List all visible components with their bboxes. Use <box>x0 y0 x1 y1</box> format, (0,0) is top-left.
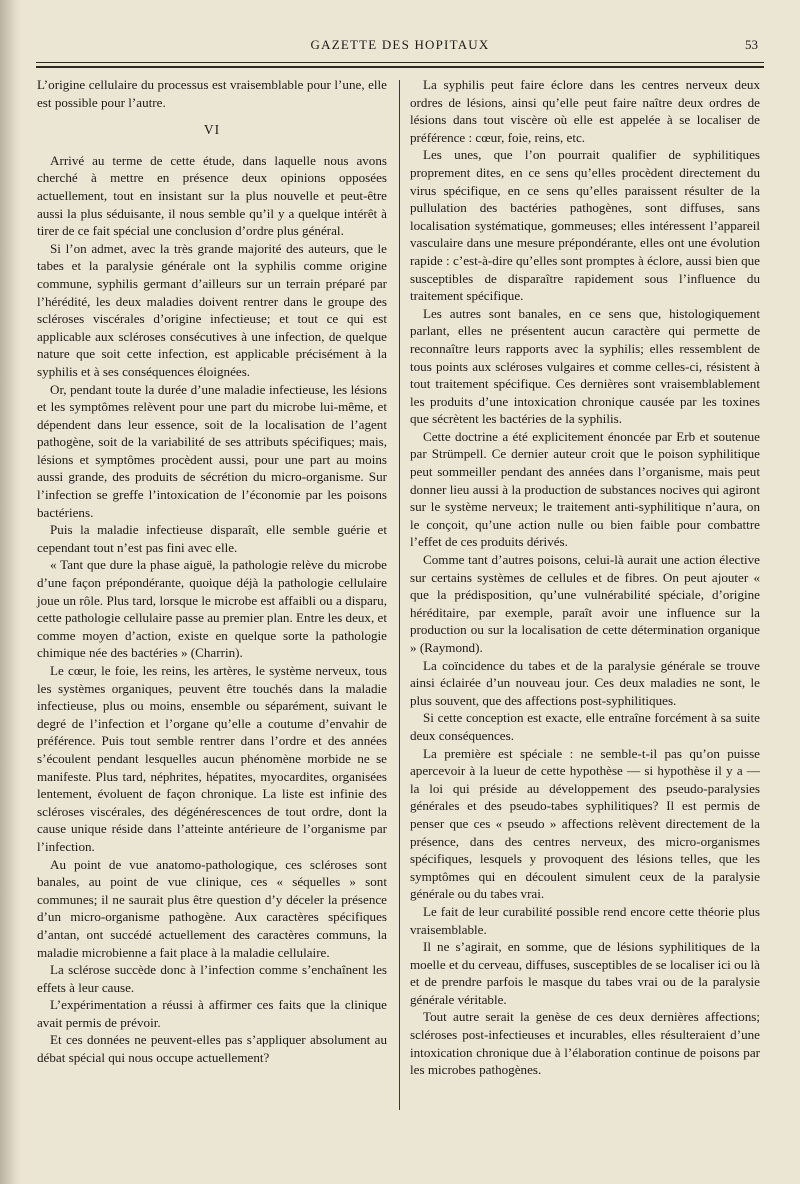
paragraph: Et ces données ne peuvent-elles pas s’appliquer absolument au débat spécial qui nous occupe actuellement? <box>37 1032 387 1066</box>
paragraph: « Tant que dure la phase aiguë, la pathologie relève du microbe d’une façon prépondérante, quoique déjà la pathologie cellulaire joue un rôle. Plus tard, lorsque le microbe est affaibli ou a disparu, cette pathologie cellulaire passe au premier plan. Entre les deux, et comme moyen d’action, existe en quelque sorte la pathologie chimique née des bactéries » (Charrin). <box>37 557 387 661</box>
paragraph: Si cette conception est exacte, elle entraîne forcément à sa suite deux conséquences. <box>410 710 760 743</box>
paragraph: Les unes, que l’on pourrait qualifier de syphilitiques proprement dites, en ce sens qu’elles procèdent directement du virus spécifique, en ce sens qu’elles paraissent résulter de la pullulation des bactéries pathogènes, sont diffuses, sans localisation systématique, gommeuses; elles intéressent l’appareil vasculaire dans une mesure prépondérante, elles ont une évolution rapide : c’est-à-dire qu’elles sont promptes à éclore, aussi bien que susceptibles de disparaître rapidement sous l’influence du traitement spécifique. <box>410 147 760 304</box>
paragraph: Le cœur, le foie, les reins, les artères, le système nerveux, tous les systèmes organiques, peuvent être touchés dans la maladie infectieuse, plus ou moins, ensemble ou séparément, suivant le degré de l’infection et l’organe qu’elle a coutume d’envahir de préférence. Puis tout semble rentrer dans l’ordre et des années s’écoulent pendant lesquelles aucun phénomène morbide ne se manifeste. Plus tard, néphrites, hépatites, myocardites, organisées lentement, évoluent de façon chronique. La liste est infinie des scléroses viscérales, des dégénérescences de tout ordre, dont la cause unique réside dans l’atteinte antérieure de l’organisme par l’infection. <box>37 663 387 854</box>
section-heading: VI <box>203 122 221 138</box>
paragraph: Au point de vue anatomo-pathologique, ces scléroses sont banales, au point de vue clinique, ces « séquelles » sont communes; il ne saurait plus être question d’y déceler la présence d’un micro-organisme pathogène. Aux caractères spécifiques d’antan, ont succédé actuellement des caractères communs, la maladie microbienne a fait place à la maladie cellulaire. <box>37 856 387 960</box>
right-column <box>410 76 760 1079</box>
intro-paragraph: L’origine cellulaire du processus est vraisemblable pour l’une, elle est possible pour l’autre. <box>37 77 387 110</box>
paragraph: La sclérose succède donc à l’infection comme s’enchaînent les effets à leur cause. <box>37 962 387 995</box>
paragraph: Comme tant d’autres poisons, celui-là aurait une action élective sur certains systèmes de cellules et de fibres. On peut ajouter « que la prédisposition, qu’une vulnérabilité spéciale, d’origine héréditaire, par exemple, paraît avoir une influence sur la production ou sur la localisation de cette détermination organique » (Raymond). <box>410 552 760 655</box>
header-rule-thin <box>36 62 764 63</box>
paragraph: Arrivé au terme de cette étude, dans laquelle nous avons cherché à mettre en présence deux opinions opposées actuellement, tout en insistant sur la plus nouvelle et peut-être aussi la plus séduisante, il nous semble qu’il y a quelque intérêt à tirer de ce fait spécial une conclusion d’ordre plus général. <box>37 152 387 239</box>
paragraph: Si l’on admet, avec la très grande majorité des auteurs, que le tabes et la paralysie générale ont la syphilis comme origine commune, syphilis germant d’ailleurs sur un terrain préparé par l’hérédité, les deux maladies doivent rentrer dans le groupe des scléroses viscérales d’origine infectieuse; et tout ce qui est applicable aux scléroses consécutives à une infection, de quelque nature que soit cette infection, est applicable précisément à la syphilis et à ses conséquences éloignées. <box>37 240 387 379</box>
paragraph: Il ne s’agirait, en somme, que de lésions syphilitiques de la moelle et du cerveau, diffuses, susceptibles de se localiser ici ou là et de prendre parfois le masque du tabes vrai ou de la paralysie générale véritable. <box>410 939 760 1007</box>
paragraph: Tout autre serait la genèse de ces deux dernières affections; scléroses post-infectieuses et incurables, elles résulteraient d’une intoxication chronique due à l’élaboration continue de poisons par les microbes pathogènes. <box>410 1009 760 1078</box>
paragraph: Cette doctrine a été explicitement énoncée par Erb et soutenue par Strümpell. Ce dernier auteur croit que le poison syphilitique peut sommeiller pendant des années dans l’organisme, mais peut donner lieu aussi à la production de substances nocives qui agiront sur le système nerveux; le traitement anti-syphilitique n’aura, on le conçoit, qu’une action nulle ou bien faible pour combattre l’effet de ces produits dérivés. <box>410 428 760 550</box>
running-title: GAZETTE DES HOPITAUX <box>310 37 490 52</box>
paragraph: Le fait de leur curabilité possible rend encore cette théorie plus vraisemblable. <box>410 903 760 937</box>
paragraph: La première est spéciale : ne semble-t-il pas qu’on puisse apercevoir à la lueur de cette hypothèse — si hypothèse il y a — la loi qui préside au développement des pseudo-paralysies générales et des pseudo-tabes syphilitiques? Il est permis de penser que ces « pseudo » affections relèvent directement de la présence, dans des centres nerveux, des micro-organismes spécifiques, lesquels y provoquent des lésions telles, que les symptômes qui en découlent simulent ceux de la paralysie générale ou du tabes vrai. <box>410 745 760 902</box>
left-column <box>37 76 387 1067</box>
paragraph: Puis la maladie infectieuse disparaît, elle semble guérie et cependant tout n’est pas fini avec elle. <box>37 522 387 555</box>
column-divider <box>399 80 400 1110</box>
page-header <box>30 37 770 57</box>
paragraph: L’expérimentation a réussi à affirmer ces faits que la clinique avait permis de prévoir. <box>37 997 387 1030</box>
binding-shadow <box>0 0 22 1184</box>
page-number: 53 <box>745 37 758 52</box>
paragraph: Les autres sont banales, en ce sens que, histologiquement parlant, elles ne présentent aucun caractère qui permette de reconnaître leurs rapports avec la syphilis; elles ressemblent de tous points aux scléroses vulgaires et comme celles-ci, résistent à tout traitement spécifique. Ces dernières sont vraisemblablement les produits d’une intoxication chronique causée par les toxines que sécrètent les bactéries de la syphilis. <box>410 305 760 427</box>
header-rule-thick <box>36 66 764 68</box>
paragraph: La coïncidence du tabes et de la paralysie générale se trouve ainsi éclairée d’un nouveau jour. Ces deux maladies ne sont, le plus souvent, que des affections post-syphilitiques. <box>410 657 760 708</box>
paragraph: Or, pendant toute la durée d’une maladie infectieuse, les lésions et les symptômes relèvent pour une part du microbe lui-même, et dépendent dans leur essence, soit de la localisation de l’agent pathogène, soit de la variabilité de ses attributs spécifiques; mais, lésions et symptômes procèdent aussi, pour une part au moins aussi grande, des produits de sécrétion du micro-organisme. Sur l’infection se greffe l’intoxication de l’économie par les poisons bactériens. <box>37 381 387 520</box>
paragraph: La syphilis peut faire éclore dans les centres nerveux deux ordres de lésions, ainsi qu’elle peut faire naître deux ordres de lésions dans tout viscère où elle est appelée à se localiser de préférence : cœur, foie, reins, etc. <box>410 77 760 145</box>
